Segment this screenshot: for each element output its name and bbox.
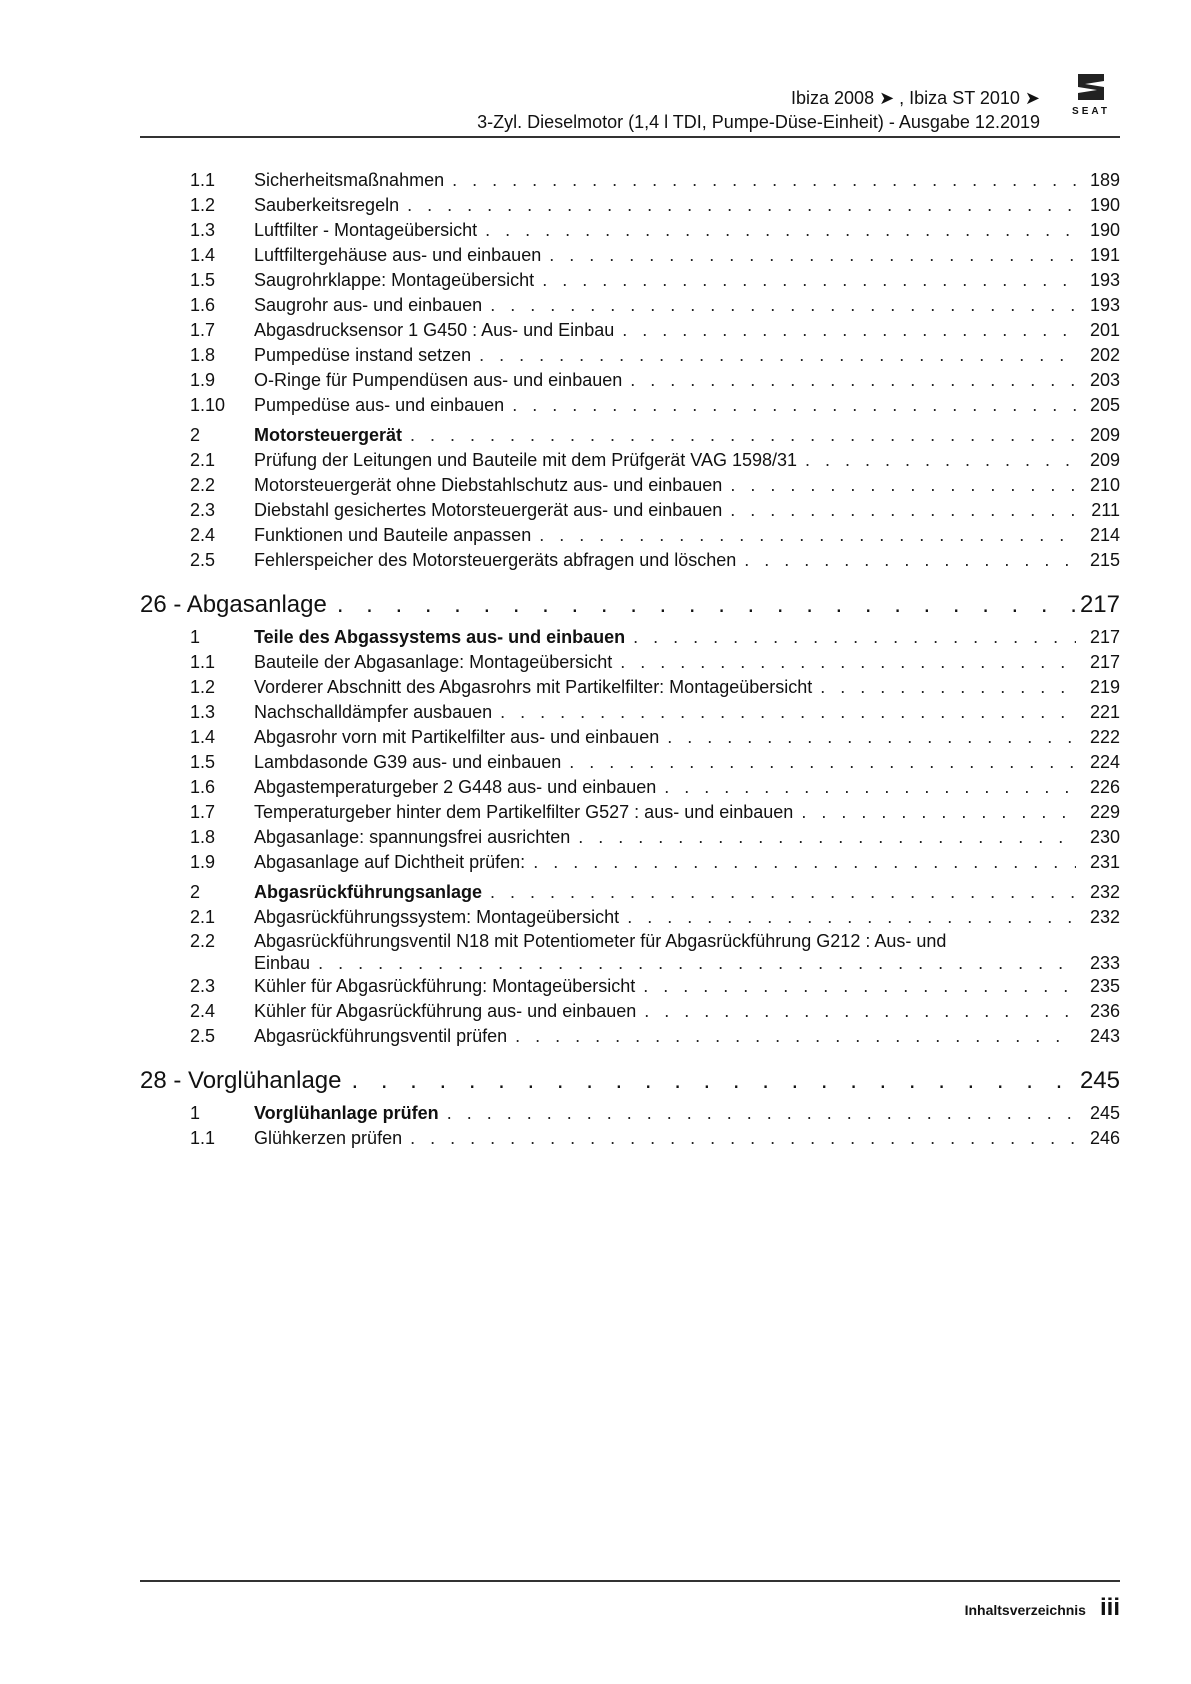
entry-number: 1.8 xyxy=(190,345,216,365)
entry-page: 190 xyxy=(1089,220,1120,240)
entry-page: 224 xyxy=(1089,752,1120,772)
entry-page: 193 xyxy=(1089,270,1120,290)
toc-section-entry[interactable] xyxy=(140,880,1120,905)
entry-title: Diebstahl gesichertes Motorsteuergerät aus- und einbauen xyxy=(254,500,723,520)
toc-entry[interactable] xyxy=(140,368,1120,393)
leader-dots xyxy=(542,268,1076,293)
entry-page: 243 xyxy=(1089,1026,1120,1046)
entry-number: 2 xyxy=(190,882,201,902)
leader-dots xyxy=(644,999,1076,1024)
entry-page: 214 xyxy=(1089,525,1120,545)
entry-title: Abgasrückführungsanlage xyxy=(254,882,483,902)
entry-number: 2.1 xyxy=(190,450,216,470)
logo-text: SEAT xyxy=(1072,106,1110,117)
leader-dots xyxy=(730,498,1076,523)
chapter-title: 26 - Abgasanlage xyxy=(140,591,327,618)
entry-title: Saugrohr aus- und einbauen xyxy=(254,295,483,315)
leader-dots xyxy=(410,423,1076,448)
entry-title: Bauteile der Abgasanlage: Montageübersicht xyxy=(254,652,613,672)
leader-dots xyxy=(549,243,1076,268)
entry-number: 1.9 xyxy=(190,370,216,390)
leader-dots xyxy=(744,548,1076,573)
entry-title: Pumpedüse instand setzen xyxy=(254,345,472,365)
leader-dots xyxy=(407,193,1076,218)
toc-entry[interactable] xyxy=(140,318,1120,343)
toc-section-entry[interactable] xyxy=(140,423,1120,448)
entry-number: 1.3 xyxy=(190,220,216,240)
entry-title: Luftfilter - Montageübersicht xyxy=(254,220,478,240)
entry-number: 1.2 xyxy=(190,677,216,697)
entry-title: Abgasrückführungssystem: Montageübersicht xyxy=(254,907,620,927)
entry-number: 1.6 xyxy=(190,295,216,315)
entry-number: 2.5 xyxy=(190,1026,216,1046)
leader-dots xyxy=(664,775,1076,800)
entry-page: 222 xyxy=(1089,727,1120,747)
entry-page: 235 xyxy=(1089,976,1120,996)
entry-number: 1.8 xyxy=(190,827,216,847)
table-of-contents xyxy=(140,168,1120,1151)
leader-dots xyxy=(730,473,1076,498)
entry-number: 1.1 xyxy=(190,652,216,672)
entry-title: Nachschalldämpfer ausbauen xyxy=(254,702,493,722)
toc-section-entry[interactable] xyxy=(140,1101,1120,1126)
toc-chapter-26[interactable] xyxy=(140,585,1120,625)
entry-page: 211 xyxy=(1091,500,1120,520)
leader-dots xyxy=(500,700,1076,725)
entry-title: Fehlerspeicher des Motorsteuergeräts abfragen und löschen xyxy=(254,550,737,570)
leader-dots xyxy=(490,293,1076,318)
entry-number: 2.4 xyxy=(190,1001,216,1021)
toc-entry[interactable] xyxy=(140,905,1120,930)
entry-page: 232 xyxy=(1089,907,1120,927)
entry-page: 210 xyxy=(1089,475,1120,495)
leader-dots xyxy=(490,880,1076,905)
entry-page: 209 xyxy=(1089,425,1120,445)
entry-number: 1.7 xyxy=(190,320,216,340)
chapter-page: 217 xyxy=(1079,591,1120,618)
toc-entry[interactable] xyxy=(140,218,1120,243)
leader-dots xyxy=(667,725,1076,750)
toc-entry[interactable] xyxy=(140,825,1120,850)
header-engine-line: 3-Zyl. Dieselmotor (1,4 l TDI, Pumpe-Düse-Einheit) - Ausgabe 12.2019 xyxy=(477,112,1040,132)
entry-title: Funktionen und Bauteile anpassen xyxy=(254,525,532,545)
entry-number: 1.7 xyxy=(190,802,216,822)
entry-number: 1.9 xyxy=(190,852,216,872)
entry-page: 203 xyxy=(1089,370,1120,390)
entry-number: 1 xyxy=(190,627,201,647)
toc-entry[interactable] xyxy=(140,293,1120,318)
entry-page: 190 xyxy=(1089,195,1120,215)
toc-entry[interactable] xyxy=(140,974,1120,999)
entry-number: 1 xyxy=(190,1103,201,1123)
entry-number: 1.4 xyxy=(190,727,216,747)
entry-number: 2.2 xyxy=(190,931,216,951)
chapter-title: 28 - Vorglühanlage xyxy=(140,1067,342,1094)
entry-page: 205 xyxy=(1089,395,1120,415)
toc-entry[interactable] xyxy=(140,725,1120,750)
entry-page: 231 xyxy=(1089,852,1120,872)
entry-page: 215 xyxy=(1089,550,1120,570)
chapter-page: 245 xyxy=(1079,1067,1120,1094)
entry-number: 1.1 xyxy=(190,1128,216,1148)
toc-entry[interactable] xyxy=(140,393,1120,418)
leader-dots xyxy=(318,952,1076,974)
entry-title: Abgasanlage auf Dichtheit prüfen: xyxy=(254,852,526,872)
toc-entry[interactable] xyxy=(140,999,1120,1024)
entry-title: Sicherheitsmaßnahmen xyxy=(254,170,445,190)
toc-section-entry[interactable] xyxy=(140,625,1120,650)
seat-logo xyxy=(1062,70,1120,130)
toc-entry[interactable] xyxy=(140,850,1120,875)
leader-dots xyxy=(578,825,1076,850)
entry-number: 2 xyxy=(190,425,201,445)
entry-number: 2.2 xyxy=(190,475,216,495)
entry-title-line2: Einbau xyxy=(254,953,311,973)
entry-page: 219 xyxy=(1089,677,1120,697)
entry-number: 1.5 xyxy=(190,270,216,290)
leader-dots xyxy=(633,625,1076,650)
entry-title: Lambdasonde G39 aus- und einbauen xyxy=(254,752,562,772)
toc-entry[interactable] xyxy=(140,1126,1120,1151)
entry-title: Abgasrohr vorn mit Partikelfilter aus- und einbauen xyxy=(254,727,660,747)
entry-page: 201 xyxy=(1089,320,1120,340)
entry-title: Abgastemperaturgeber 2 G448 aus- und einbauen xyxy=(254,777,657,797)
toc-entry[interactable] xyxy=(140,498,1120,523)
entry-page: 236 xyxy=(1089,1001,1120,1021)
entry-page: 202 xyxy=(1089,345,1120,365)
toc-entry[interactable] xyxy=(140,675,1120,700)
leader-dots xyxy=(452,168,1076,193)
toc-entry[interactable] xyxy=(140,193,1120,218)
toc-entry[interactable] xyxy=(140,343,1120,368)
footer-rule xyxy=(140,1580,1120,1582)
toc-entry[interactable] xyxy=(140,268,1120,293)
entry-number: 1.3 xyxy=(190,702,216,722)
entry-number: 2.5 xyxy=(190,550,216,570)
entry-title: Sauberkeitsregeln xyxy=(254,195,400,215)
leader-dots xyxy=(805,448,1076,473)
entry-page: 189 xyxy=(1089,170,1120,190)
leader-dots xyxy=(569,750,1076,775)
toc-entry[interactable] xyxy=(140,650,1120,675)
toc-entry[interactable] xyxy=(140,930,1120,974)
entry-number: 1.6 xyxy=(190,777,216,797)
entry-title: Abgasanlage: spannungsfrei ausrichten xyxy=(254,827,571,847)
entry-number: 2.3 xyxy=(190,500,216,520)
entry-page: 246 xyxy=(1089,1128,1120,1148)
entry-page: 226 xyxy=(1089,777,1120,797)
leader-dots xyxy=(630,368,1076,393)
entry-number: 2.3 xyxy=(190,976,216,996)
leader-dots xyxy=(533,850,1076,875)
entry-title: Pumpedüse aus- und einbauen xyxy=(254,395,505,415)
footer-page-number: iii xyxy=(1099,1594,1120,1621)
leader-dots xyxy=(515,1024,1076,1049)
header-rule xyxy=(140,136,1120,138)
leader-dots xyxy=(643,974,1076,999)
entry-title: Saugrohrklappe: Montageübersicht xyxy=(254,270,535,290)
page-footer xyxy=(965,1594,1120,1622)
toc-entry[interactable] xyxy=(140,750,1120,775)
entry-number: 2.1 xyxy=(190,907,216,927)
header-text xyxy=(477,86,1040,134)
entry-title: Prüfung der Leitungen und Bauteile mit dem Prüfgerät VAG 1598/31 xyxy=(254,450,798,470)
toc-entry[interactable] xyxy=(140,243,1120,268)
entry-title: Abgasrückführungsventil prüfen xyxy=(254,1026,508,1046)
entry-page: 193 xyxy=(1089,295,1120,315)
entry-number: 1.10 xyxy=(190,395,226,415)
leader-dots xyxy=(620,650,1076,675)
entry-title: Vorglühanlage prüfen xyxy=(254,1103,439,1123)
entry-title: Kühler für Abgasrückführung aus- und einbauen xyxy=(254,1001,637,1021)
leader-dots xyxy=(801,800,1076,825)
entry-page: 232 xyxy=(1089,882,1120,902)
entry-page: 217 xyxy=(1089,652,1120,672)
entry-title: Motorsteuergerät xyxy=(254,425,403,445)
entry-title: Teile des Abgassystems aus- und einbauen xyxy=(254,627,626,647)
toc-entry[interactable] xyxy=(140,168,1120,193)
leader-dots xyxy=(337,585,1076,625)
entry-page: 191 xyxy=(1089,245,1120,265)
toc-entry[interactable] xyxy=(140,1024,1120,1049)
entry-page: 209 xyxy=(1089,450,1120,470)
toc-entry[interactable] xyxy=(140,775,1120,800)
toc-entry[interactable] xyxy=(140,800,1120,825)
leader-dots xyxy=(410,1126,1076,1151)
entry-number: 1.2 xyxy=(190,195,216,215)
leader-dots xyxy=(485,218,1076,243)
seat-logo-icon xyxy=(1074,70,1108,104)
entry-title: O-Ringe für Pumpendüsen aus- und einbauen xyxy=(254,370,623,390)
leader-dots xyxy=(820,675,1076,700)
toc-entry[interactable] xyxy=(140,448,1120,473)
entry-title: Abgasdrucksensor 1 G450 : Aus- und Einbau xyxy=(254,320,615,340)
leader-dots xyxy=(627,905,1076,930)
entry-page: 217 xyxy=(1089,627,1120,647)
entry-title-line1: Abgasrückführungsventil N18 mit Potentiometer für Abgasrückführung G212 : Aus- und xyxy=(254,931,947,951)
entry-page: 229 xyxy=(1089,802,1120,822)
leader-dots xyxy=(479,343,1076,368)
toc-entry[interactable] xyxy=(140,700,1120,725)
entry-title: Temperaturgeber hinter dem Partikelfilter G527 : aus- und einbauen xyxy=(254,802,794,822)
entry-title: Glühkerzen prüfen xyxy=(254,1128,403,1148)
leader-dots xyxy=(447,1101,1076,1126)
page-header xyxy=(140,82,1120,138)
leader-dots xyxy=(352,1061,1077,1101)
entry-page: 233 xyxy=(1089,953,1120,973)
header-model-line: Ibiza 2008 ➤ , Ibiza ST 2010 ➤ xyxy=(791,88,1040,108)
entry-title: Luftfiltergehäuse aus- und einbauen xyxy=(254,245,542,265)
toc-entry[interactable] xyxy=(140,473,1120,498)
entry-title: Vorderer Abschnitt des Abgasrohrs mit Partikelfilter: Montageübersicht xyxy=(254,677,813,697)
entry-title: Kühler für Abgasrückführung: Montageübersicht xyxy=(254,976,636,996)
entry-number: 1.1 xyxy=(190,170,216,190)
leader-dots xyxy=(539,523,1076,548)
entry-title: Motorsteuergerät ohne Diebstahlschutz aus- und einbauen xyxy=(254,475,723,495)
footer-section-title: Inhaltsverzeichnis xyxy=(964,1602,1086,1618)
toc-entry[interactable] xyxy=(140,548,1120,573)
entry-page: 221 xyxy=(1089,702,1120,722)
entry-number: 2.4 xyxy=(190,525,216,545)
toc-entry[interactable] xyxy=(140,523,1120,548)
leader-dots xyxy=(512,393,1076,418)
entry-number: 1.4 xyxy=(190,245,216,265)
entry-page: 245 xyxy=(1089,1103,1120,1123)
entry-number: 1.5 xyxy=(190,752,216,772)
toc-chapter-28[interactable] xyxy=(140,1061,1120,1101)
leader-dots xyxy=(622,318,1076,343)
entry-page: 230 xyxy=(1089,827,1120,847)
